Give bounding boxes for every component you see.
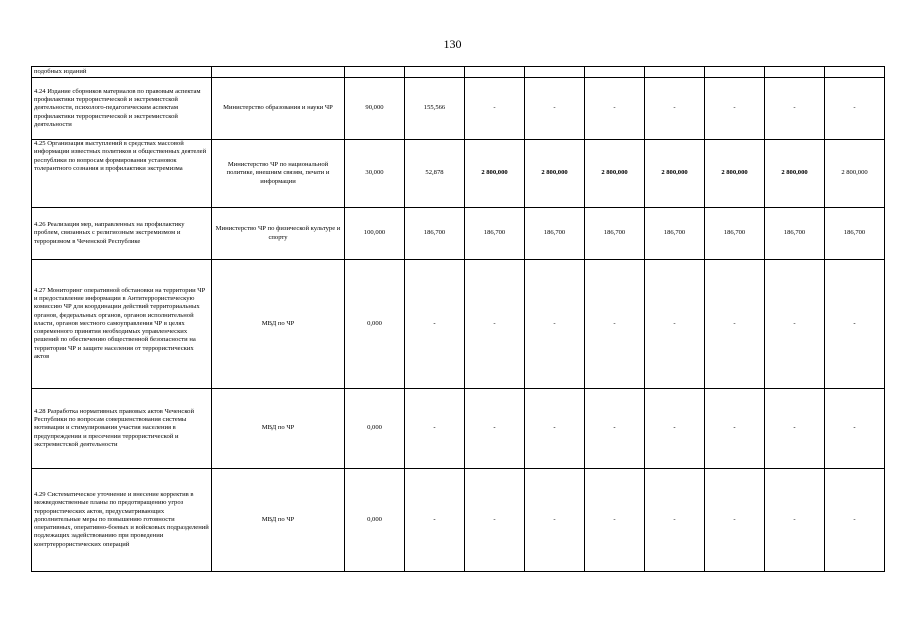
- value-cell: -: [705, 389, 765, 469]
- value-cell: 186,700: [765, 208, 825, 260]
- value-cell: -: [705, 78, 765, 140]
- executor-cell: МВД по ЧР: [212, 469, 345, 572]
- table-row: [32, 78, 885, 140]
- measure-name-cell: 4.29 Систематическое уточнение и внесение корректив в межведомственные планы по предотвращению угроз террористических актов, предусматривающих дополнительные меры по повышению готовности оперативных, оперативно-боевых и войсковых подразделений подлежащих задействованию при проведении контртеррористических операций: [32, 469, 212, 572]
- table-row: [32, 208, 885, 260]
- value-cell: [765, 67, 825, 78]
- value-cell: 0,000: [345, 389, 405, 469]
- value-cell: [705, 67, 765, 78]
- value-cell: -: [645, 389, 705, 469]
- value-cell: -: [825, 389, 885, 469]
- value-cell: -: [765, 260, 825, 389]
- executor-cell: МВД по ЧР: [212, 389, 345, 469]
- value-cell: -: [525, 469, 585, 572]
- value-cell: 186,700: [645, 208, 705, 260]
- value-cell: 2 800,000: [825, 140, 885, 208]
- page-number: 130: [443, 37, 462, 51]
- value-cell: -: [825, 78, 885, 140]
- value-cell: 2 800,000: [765, 140, 825, 208]
- table-row: [32, 67, 885, 78]
- value-cell: [525, 67, 585, 78]
- value-cell: 30,000: [345, 140, 405, 208]
- executor-cell: МВД по ЧР: [212, 260, 345, 389]
- value-cell: 2 800,000: [645, 140, 705, 208]
- value-cell: -: [525, 389, 585, 469]
- value-cell: -: [705, 469, 765, 572]
- value-cell: -: [765, 78, 825, 140]
- value-cell: -: [405, 260, 465, 389]
- value-cell: -: [405, 469, 465, 572]
- value-cell: 0,000: [345, 469, 405, 572]
- value-cell: -: [765, 389, 825, 469]
- value-cell: [405, 67, 465, 78]
- value-cell: -: [645, 469, 705, 572]
- value-cell: 2 800,000: [705, 140, 765, 208]
- value-cell: 2 800,000: [465, 140, 525, 208]
- value-cell: -: [465, 389, 525, 469]
- value-cell: [465, 67, 525, 78]
- value-cell: -: [465, 260, 525, 389]
- value-cell: -: [705, 260, 765, 389]
- table-row: [32, 389, 885, 469]
- value-cell: 186,700: [585, 208, 645, 260]
- value-cell: -: [585, 469, 645, 572]
- value-cell: 0,000: [345, 260, 405, 389]
- value-cell: [825, 67, 885, 78]
- value-cell: 155,566: [405, 78, 465, 140]
- executor-cell: [212, 67, 345, 78]
- value-cell: [345, 67, 405, 78]
- table-row: [32, 469, 885, 572]
- value-cell: -: [465, 78, 525, 140]
- measure-name-cell: 4.26 Реализация мер, направленных на профилактику проблем, связанных с религиозным экстремизмом и терроризмом в Чеченской Республике: [32, 208, 212, 260]
- value-cell: -: [825, 260, 885, 389]
- executor-cell: Министерство образования и науки ЧР: [212, 78, 345, 140]
- measure-name-cell: 4.24 Издание сборников материалов по правовым аспектам профилактики террористической и экстремистской деятельности, психолого-педагогическим аспектам профилактики террористической и экстремистской деятельности: [32, 78, 212, 140]
- value-cell: 2 800,000: [525, 140, 585, 208]
- value-cell: -: [825, 469, 885, 572]
- measure-name-cell: 4.27 Мониторинг оперативной обстановки на территории ЧР и предоставление информации в Антитеррористическую комиссию ЧР для координации действий территориальных органов, федеральных органов, органов исполнительной власти, органов местного самоуправления ЧР в целях современного принятия необходимых управленческих решений по обеспечению общественной безопасности на территории ЧР и защите населения от террористических актов: [32, 260, 212, 389]
- value-cell: [645, 67, 705, 78]
- value-cell: 100,000: [345, 208, 405, 260]
- value-cell: -: [465, 469, 525, 572]
- value-cell: 186,700: [525, 208, 585, 260]
- value-cell: -: [525, 260, 585, 389]
- executor-cell: Министерство ЧР по физической культуре и спорту: [212, 208, 345, 260]
- value-cell: -: [585, 260, 645, 389]
- program-measures-table: [31, 66, 885, 572]
- value-cell: 52,878: [405, 140, 465, 208]
- value-cell: -: [405, 389, 465, 469]
- value-cell: -: [645, 78, 705, 140]
- value-cell: [585, 67, 645, 78]
- value-cell: -: [585, 78, 645, 140]
- value-cell: 186,700: [405, 208, 465, 260]
- measure-name-cell: 4.28 Разработка нормативных правовых актов Чеченской Республики по вопросам совершенствования системы мотивации и стимулирования участия населения в предупреждении и пресечении террористической и экстремистской деятельности: [32, 389, 212, 469]
- value-cell: -: [525, 78, 585, 140]
- table-row: [32, 140, 885, 208]
- measure-name-cell: подобных изданий: [32, 67, 212, 78]
- value-cell: 186,700: [465, 208, 525, 260]
- value-cell: 186,700: [705, 208, 765, 260]
- table-row: [32, 260, 885, 389]
- value-cell: 90,000: [345, 78, 405, 140]
- value-cell: -: [765, 469, 825, 572]
- value-cell: 186,700: [825, 208, 885, 260]
- value-cell: -: [645, 260, 705, 389]
- value-cell: 2 800,000: [585, 140, 645, 208]
- executor-cell: Министерство ЧР по национальной политике, внешним связям, печати и информации: [212, 140, 345, 208]
- value-cell: -: [585, 389, 645, 469]
- measure-name-cell: 4.25 Организация выступлений в средствах массовой информации известных политиков и общественных деятелей республики по вопросам формирования установок толерантного сознания и профилактики экстремизма: [32, 140, 212, 208]
